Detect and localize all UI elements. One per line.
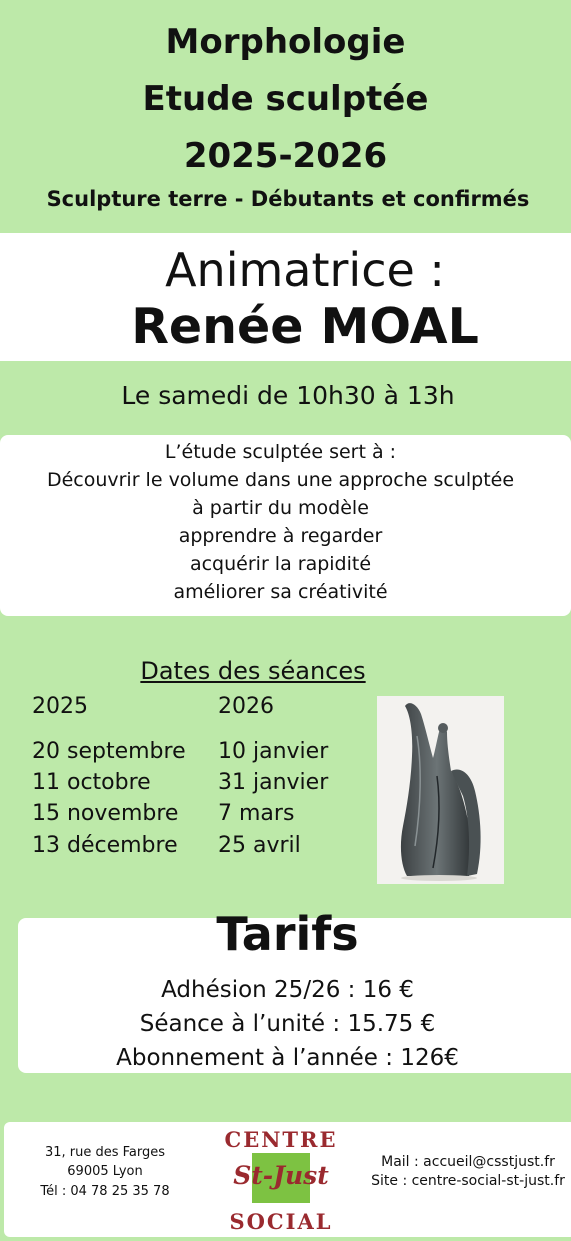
session-date: 15 novembre [32,801,179,826]
session-date: 25 avril [218,833,301,858]
address-city: 69005 Lyon [67,1164,143,1179]
centre-social-logo [222,1125,340,1235]
animatrice-label: Animatrice : [165,243,445,297]
contact-website[interactable]: Site : centre-social-st-just.fr [371,1173,565,1189]
purpose-line: apprendre à regarder [178,525,383,547]
session-date: 20 septembre [32,739,186,764]
purpose-line: L’étude sculptée sert à : [164,441,397,463]
session-date: 10 janvier [218,739,329,764]
address-line: 31, rue des Farges [44,1145,166,1160]
sculpture-image [377,696,504,884]
poster-subtitle: Sculpture terre - Débutants et confirmés [46,187,530,211]
schedule-text: Le samedi de 10h30 à 13h [121,381,455,410]
purpose-box [0,435,571,616]
tarif-item: Adhésion 25/26 : 16 € [161,977,414,1003]
logo-middle-text: St-Just [233,1161,329,1190]
purpose-line: Découvrir le volume dans une approche sculptée [46,469,515,491]
year-2026-heading: 2026 [218,694,274,719]
poster-title-line1: Morphologie [165,22,406,62]
phone-number: Tél : 04 78 25 35 78 [40,1184,170,1199]
session-date: 7 mars [218,801,295,826]
sculpture-photo [377,696,504,884]
poster-title-year: 2025-2026 [183,136,388,176]
session-date: 13 décembre [32,833,178,858]
session-date: 31 janvier [218,770,329,795]
dates-title: Dates des séances [140,657,366,685]
purpose-line: à partir du modèle [192,497,369,519]
tarifs-title: Tarifs [216,907,359,961]
year-2025-heading: 2025 [32,694,88,719]
contact-mail[interactable]: Mail : accueil@csstjust.fr [381,1154,555,1170]
purpose-line: acquérir la rapidité [189,553,372,575]
animatrice-name: Renée MOAL [131,298,479,355]
session-date: 11 octobre [32,770,151,795]
tarif-item: Abonnement à l’année : 126€ [116,1045,459,1071]
purpose-line: améliorer sa créativité [173,581,388,603]
logo-top-text: CENTRE [224,1127,338,1152]
logo-bottom-text: SOCIAL [229,1209,333,1234]
tarif-item: Séance à l’unité : 15.75 € [139,1011,436,1037]
poster-title-line2: Etude sculptée [142,79,429,119]
